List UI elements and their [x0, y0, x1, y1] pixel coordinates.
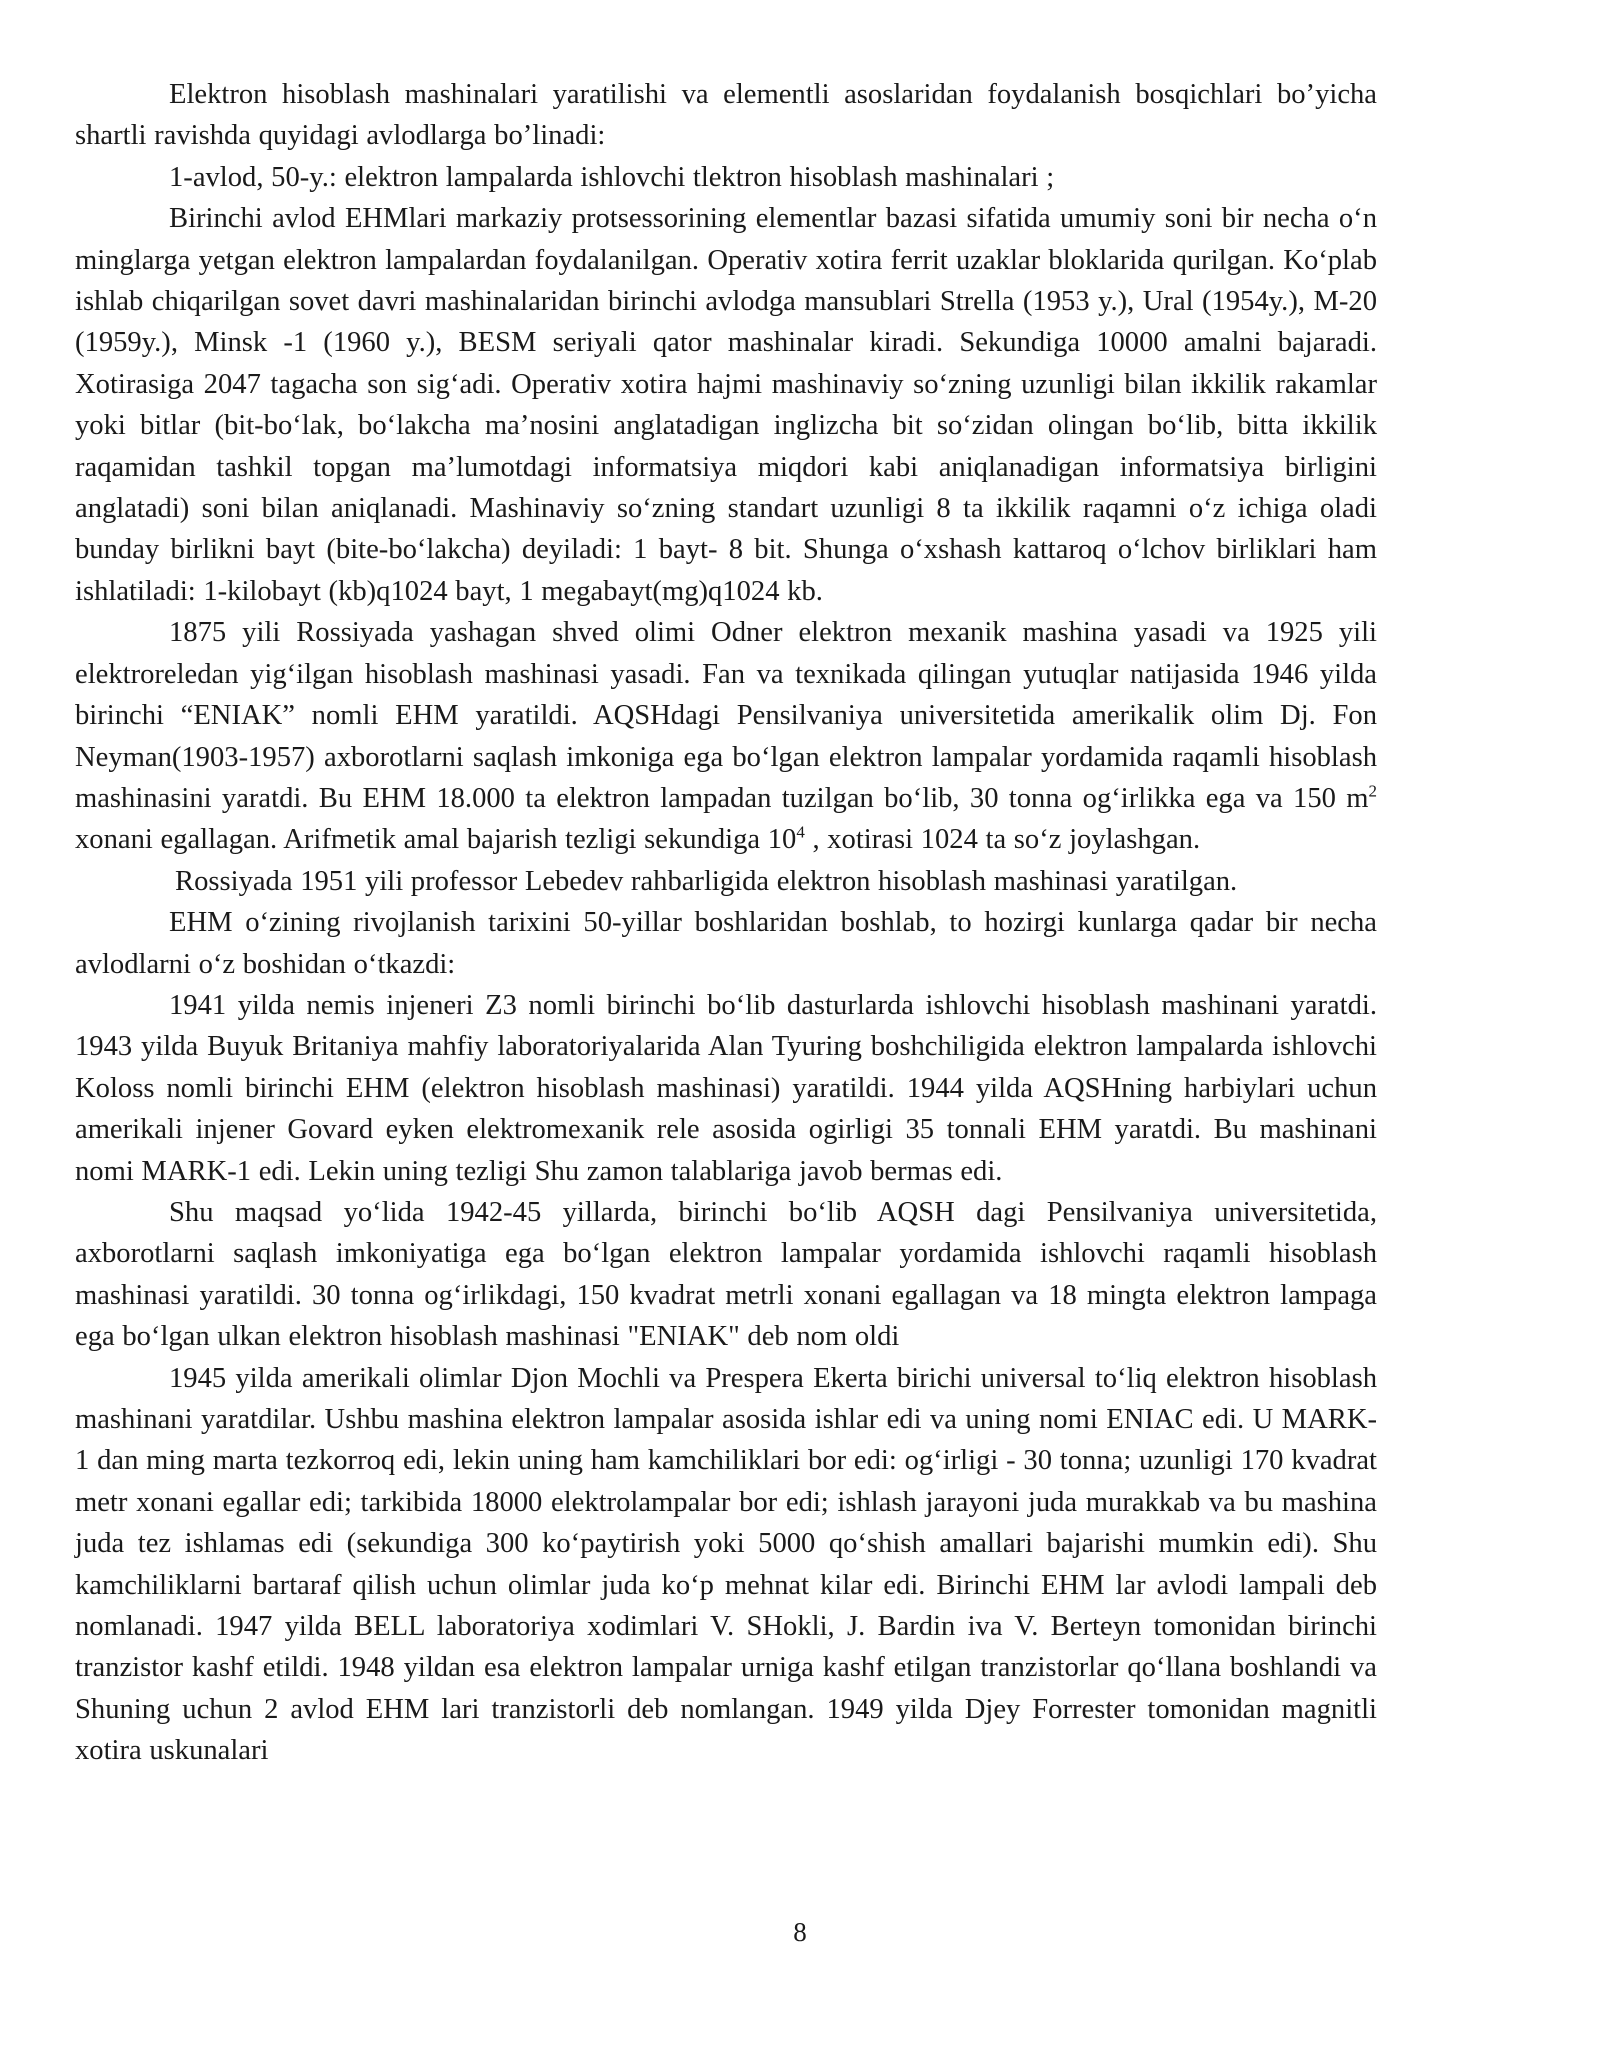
- paragraph-russia-1951: Rossiyada 1951 yili professor Lebedev rahbarligida elektron hisoblash mashinasi yaratilgan.: [175, 865, 1238, 897]
- paragraph-history-text-a: 1875 yili Rossiyada yashagan shved olimi Odner elektron mexanik mashina yasadi va 1925 yili elektroreledan yig‘ilgan hisoblash mashinasi yasadi. Fan va texnikada qilingan yutuqlar natijasida 1946 yilda birinchi “ENIAK” nomli EHM yaratildi. AQSHdagi Pensilvaniya universitetida amerikalik olim Dj. Fon Neyman(1903-1957) axborotlarni saqlash imkoniga ega bo‘lgan elektron lampalar yordamida raqamli hisoblash mashinasini yaratdi. Bu EHM 18.000 ta elektron lampadan tuzilgan bo‘lib, 30 tonna og‘irlikka ega va 150 m: [75, 617, 1377, 814]
- paragraph-history-text-c: , xotirasi 1024 ta so‘z joylashgan.: [804, 824, 1201, 856]
- superscript-squared: 2: [1368, 781, 1377, 801]
- paragraph-first-generation: 1-avlod, 50-y.: elektron lampalarda ishlovchi tlektron hisoblash mashinalari ;: [169, 161, 1055, 193]
- page-number: 8: [793, 1917, 807, 1947]
- paragraph-1941: 1941 yilda nemis injeneri Z3 nomli birinchi bo‘lib dasturlarda ishlovchi hisoblash mashinani yaratdi. 1943 yilda Buyuk Britaniya mahfiy laboratoriyalarida Alan Tyuring boshchiligida elektron lampalarda ishlovchi Koloss nomli birinchi EHM (elektron hisoblash mashinasi) yaratildi. 1944 yilda AQSHning harbiylari uchun amerikali injener Govard eyken elektromexanik rele asosida ogirligi 35 tonnali EHM yaratdi. Bu mashinani nomi MARK-1 edi. Lekin uning tezligi Shu zamon talablariga javob bermas edi.: [75, 989, 1377, 1187]
- document-page: [75, 74, 1377, 1772]
- paragraph-1945: 1945 yilda amerikali olimlar Djon Mochli va Prespera Ekerta birichi universal to‘liq elektron hisoblash mashinani yaratdilar. Ushbu mashina elektron lampalar asosida ishlar edi va uning nomi ENIAC edi. U MARK-1 dan ming marta tezkorroq edi, lekin uning ham kamchiliklari bor edi: og‘irligi - 30 tonna; uzunligi 170 kvadrat metr xonani egallar edi; tarkibida 18000 elektrolampalar bor edi; ishlash jarayoni juda murakkab va bu mashina juda tez ishlamas edi (sekundiga 300 ko‘paytirish yoki 5000 qo‘shish amallari bajarishi mumkin edi). Shu kamchiliklarni bartaraf qilish uchun olimlar juda ko‘p mehnat kilar edi. Birinchi EHM lar avlodi lampali deb nomlanadi. 1947 yilda BELL laboratoriya xodimlari V. SHokli, J. Bardin iva V. Berteyn tomonidan birinchi tranzistor kashf etildi. 1948 yildan esa elektron lampalar urniga kashf etilgan tranzistorlar qo‘llana boshlandi va Shuning uchun 2 avlod EHM lari tranzistorli deb nomlangan. 1949 yilda Djey Forrester tomonidan magnitli xotira uskunalari: [75, 1362, 1377, 1767]
- superscript-power: 4: [796, 822, 805, 842]
- paragraph-eniak: Shu maqsad yo‘lida 1942-45 yillarda, birinchi bo‘lib AQSH dagi Pensilvaniya universitetida, axborotlarni saqlash imkoniyatiga ega bo‘lgan elektron lampalar yordamida ishlovchi raqamli hisoblash mashinasi yaratildi. 30 tonna og‘irlikdagi, 150 kvadrat metrli xonani egallagan va 18 mingta elektron lampaga ega bo‘lgan ulkan elektron hisoblash mashinasi "ENIAK" deb nom oldi: [75, 1196, 1377, 1353]
- paragraph-intro: Elektron hisoblash mashinalari yaratilishi va elementli asoslaridan foydalanish bosqichlari bo’yicha shartli ravishda quyidagi avlodlarga bo’linadi:: [75, 79, 1377, 152]
- paragraph-first-generation-details: Birinchi avlod EHMlari markaziy protsessorining elementlar bazasi sifatida umumiy soni bir necha o‘n minglarga yetgan elektron lampalardan foydalanilgan. Operativ xotira ferrit uzaklar bloklarida qurilgan. Ko‘plab ishlab chiqarilgan sovet davri mashinalaridan birinchi avlodga mansublari Strella (1953 y.), Ural (1954y.), M-20 (1959y.), Minsk -1 (1960 y.), BESM seriyali qator mashinalar kiradi. Sekundiga 10000 amalni bajaradi. Xotirasiga 2047 tagacha son sig‘adi. Operativ xotira hajmi mashinaviy so‘zning uzunligi bilan ikkilik rakamlar yoki bitlar (bit-bo‘lak, bo‘lakcha ma’nosini anglatadigan inglizcha bit so‘zidan olingan bo‘lib, bitta ikkilik raqamidan tashkil topgan ma’lumotdagi informatsiya miqdori kabi aniqlanadigan informatsiya birligini anglatadi) soni bilan aniqlanadi. Mashinaviy so‘zning standart uzunligi 8 ta ikkilik raqamni o‘z ichiga oladi bunday birlikni bayt (bite-bo‘lakcha) deyiladi: 1 bayt- 8 bit. Shunga o‘xshash kattaroq o‘lchov birliklari ham ishlatiladi: 1-kilobayt (kb)q1024 bayt, 1 megabayt(mg)q1024 kb.: [75, 203, 1377, 607]
- paragraph-history-1875: [75, 612, 1377, 860]
- paragraph-history-text-b: xonani egallagan. Arifmetik amal bajarish tezligi sekundiga 10: [75, 824, 797, 856]
- paragraph-evolution: EHM o‘zining rivojlanish tarixini 50-yillar boshlaridan boshlab, to hozirgi kunlarga qadar bir necha avlodlarni o‘z boshidan o‘tkazdi:: [75, 907, 1377, 980]
